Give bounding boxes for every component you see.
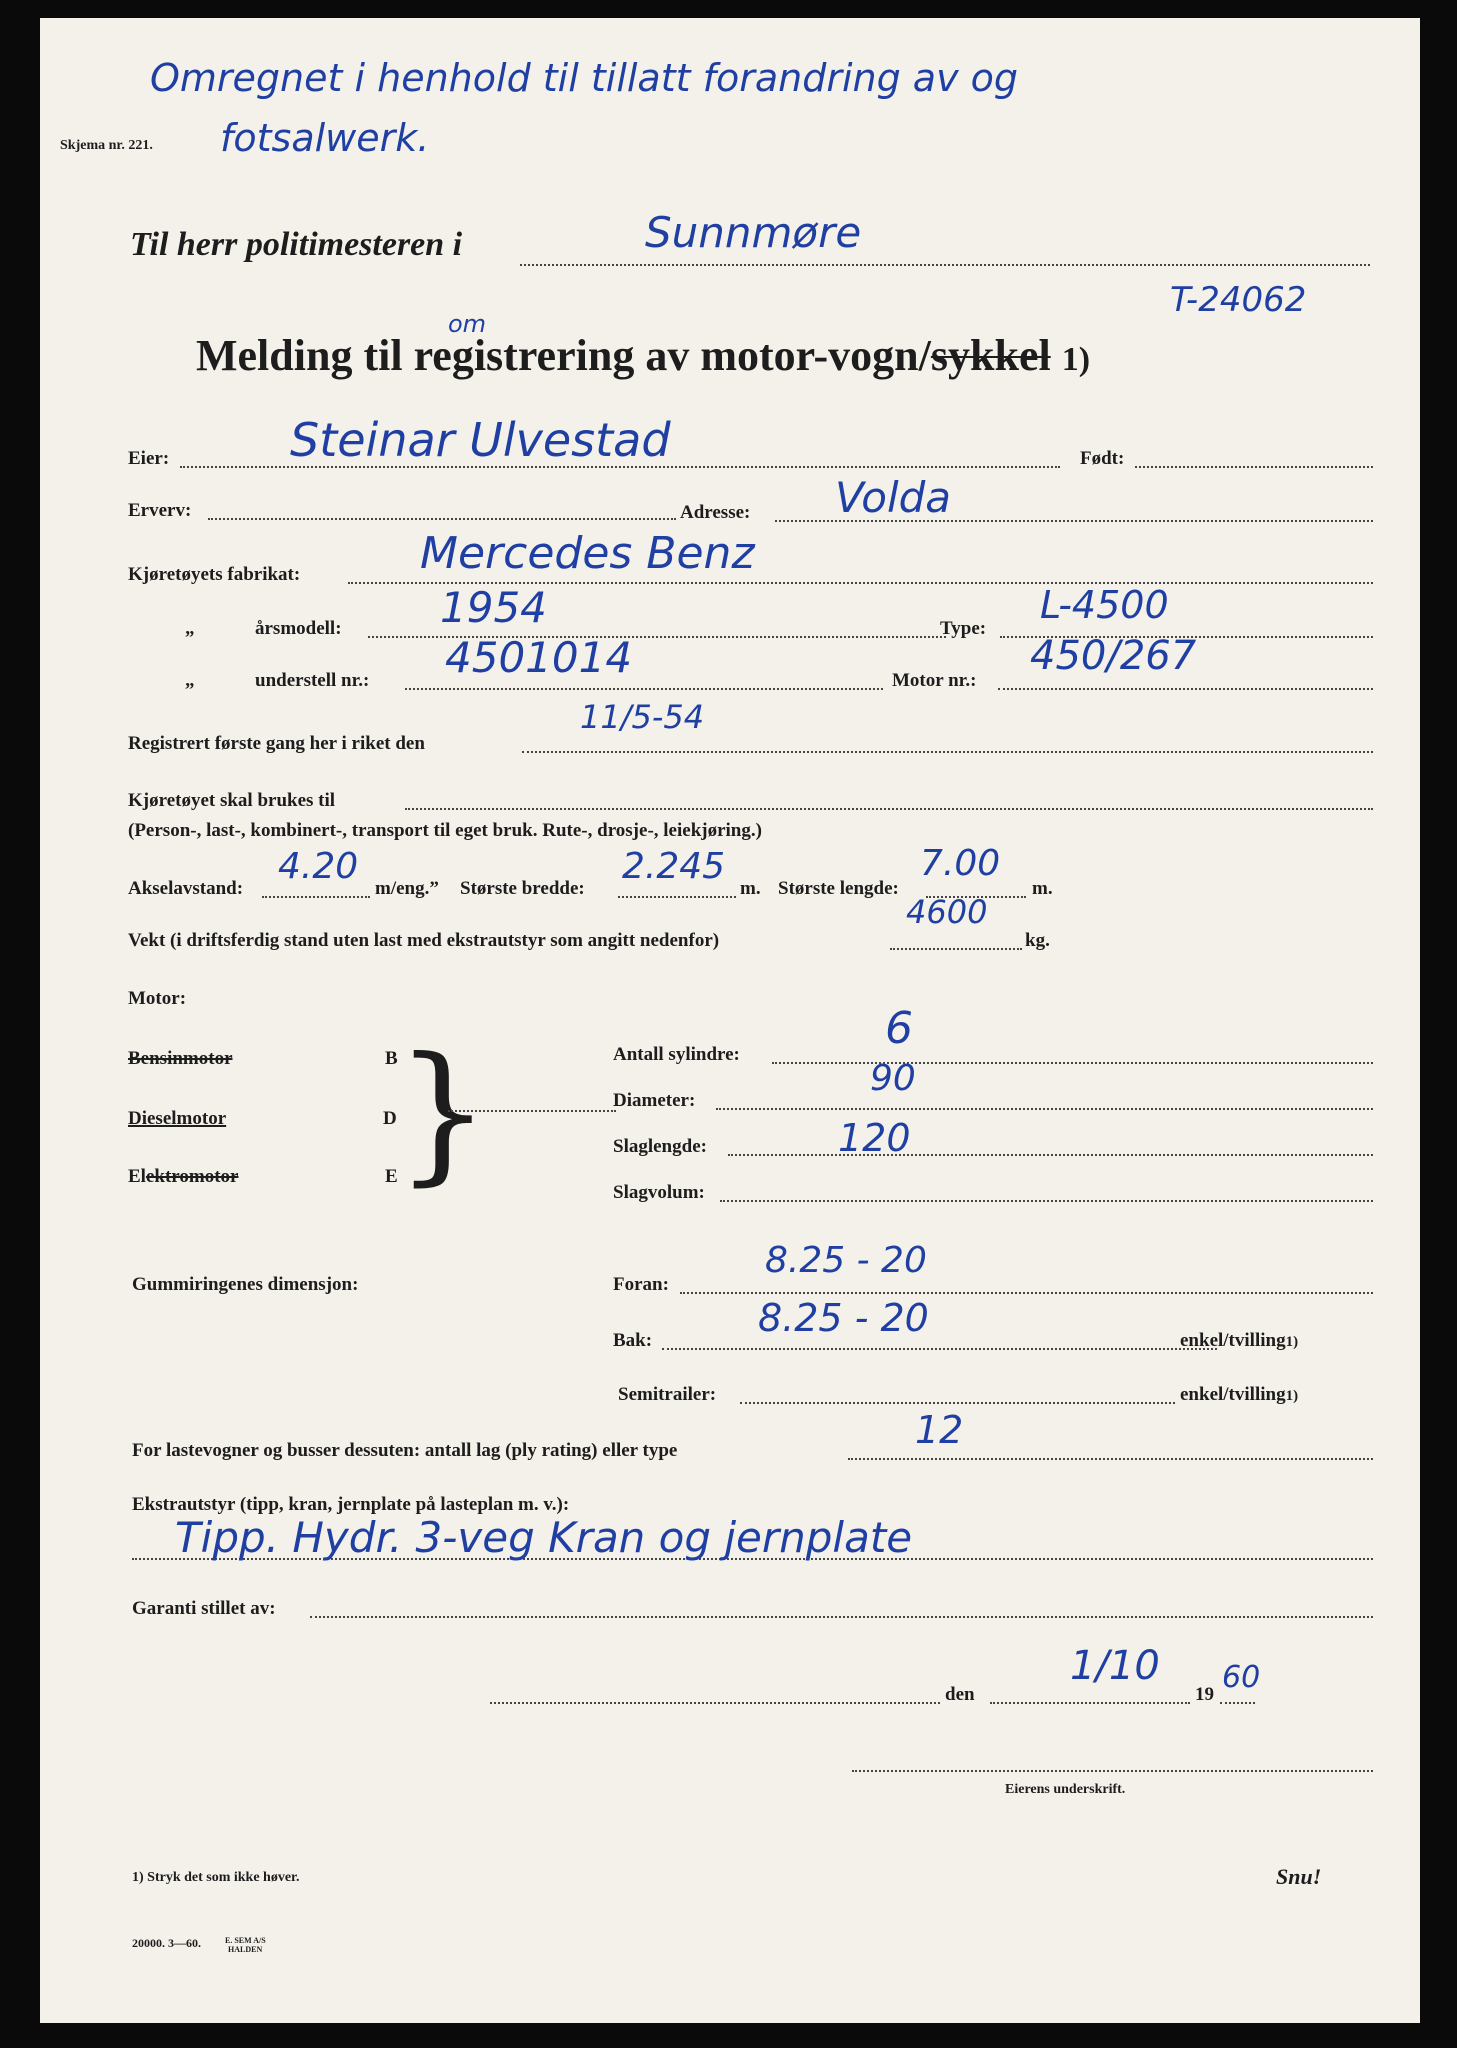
ply-line [848, 1458, 1373, 1460]
semitrailer-line [740, 1402, 1175, 1404]
ditto-1: „ [185, 618, 195, 639]
year-label: årsmodell: [255, 618, 342, 639]
wheelbase-line [262, 896, 370, 898]
bore-label: Diameter: [613, 1090, 696, 1111]
year-suffix: 60 [1222, 1660, 1261, 1695]
make-label: Kjøretøyets fabrikat: [128, 564, 301, 585]
cylinders-label: Antall sylindre: [613, 1044, 740, 1065]
chassis-line [405, 688, 883, 690]
printer-line1: E. SEM A/S [225, 1936, 266, 1945]
extras-value: Tipp. Hydr. 3-veg Kran og jernplate [175, 1513, 913, 1562]
schema-number: Skjema nr. 221. [60, 138, 153, 153]
top-note-line1: Omregnet i henhold til tillatt forandring av og [150, 56, 1019, 100]
stroke-value: 120 [838, 1116, 911, 1160]
engine-no-label: Motor nr.: [892, 670, 977, 691]
chassis-value: 4501014 [445, 633, 633, 682]
type-label: Type: [940, 618, 987, 639]
electric-struck-part: ektromotor [145, 1166, 239, 1187]
printer-line2: HALDEN [228, 1945, 263, 1954]
cylinders-value: 6 [885, 1003, 913, 1054]
occupation-label: Erverv: [128, 500, 192, 521]
turn-over: Snu! [1276, 1864, 1322, 1889]
type-value: L-4500 [1040, 583, 1169, 627]
make-value: Mercedes Benz [420, 528, 755, 579]
place-line [490, 1702, 940, 1704]
address-label: Adresse: [680, 502, 751, 523]
front-line [680, 1292, 1373, 1294]
length-unit: m. [1032, 878, 1053, 899]
top-note-line2: fotsalwerk. [220, 116, 430, 160]
length-label: Største lengde: [778, 878, 899, 899]
displacement-line [720, 1200, 1373, 1202]
semitrailer-label: Semitrailer: [618, 1384, 717, 1405]
wheelbase-unit: m/eng.” [375, 878, 439, 899]
stroke-label: Slaglengde: [613, 1136, 707, 1157]
ply-value: 12 [915, 1408, 964, 1452]
ply-label: For lastevogner og busser dessuten: antall lag (ply rating) eller type [132, 1440, 678, 1461]
rear-single-twin-text: enkel/tvilling [1180, 1330, 1286, 1351]
engine-no-value: 450/267 [1030, 633, 1197, 679]
weight-label: Vekt (i driftsferdig stand uten last med ekstrautstyr som angitt nedenfor) [128, 930, 720, 951]
chassis-label: understell nr.: [255, 670, 370, 691]
signature-label: Eierens underskrift. [1005, 1782, 1126, 1797]
semi-single-twin [1180, 1384, 1298, 1406]
guarantee-line [310, 1616, 1373, 1618]
wheelbase-value: 4.20 [278, 846, 359, 887]
ditto-2: „ [185, 670, 195, 691]
front-value: 8.25 - 20 [765, 1240, 927, 1281]
electric-code: E [385, 1166, 398, 1187]
date-line [990, 1702, 1190, 1704]
motor-brace: } [395, 1026, 491, 1200]
date-value: 1/10 [1070, 1643, 1160, 1689]
width-line [618, 896, 736, 898]
title-part2: registrering av motor-vogn/ [413, 331, 931, 380]
engine-no-line [998, 688, 1373, 690]
weight-value: 4600 [906, 893, 988, 931]
title-suffix: 1) [1061, 341, 1091, 378]
rear-value: 8.25 - 20 [758, 1296, 929, 1340]
extras-label: Ekstrautstyr (tipp, kran, jernplate på lasteplan m. v.): [132, 1494, 570, 1515]
weight-unit: kg. [1025, 930, 1050, 951]
title-struck: sykkel [930, 331, 1051, 380]
motor-label: Motor: [128, 988, 187, 1009]
address-value: Volda [835, 473, 952, 522]
first-reg-label: Registrert første gang her i riket den [128, 733, 425, 754]
tyres-label: Gummiringenes dimensjon: [132, 1274, 359, 1295]
front-label: Foran: [613, 1274, 669, 1295]
petrol-label: Bensinmotor [128, 1048, 233, 1069]
signature-line [852, 1770, 1373, 1772]
rear-single-twin-note: 1) [1285, 1334, 1299, 1350]
rear-label: Bak: [613, 1330, 653, 1351]
rear-line [662, 1348, 1217, 1350]
first-reg-line [522, 751, 1373, 753]
wheelbase-label: Akselavstand: [128, 878, 244, 899]
title-part1: Melding til [196, 331, 403, 380]
weight-line [890, 948, 1022, 950]
year-value: 1954 [440, 583, 547, 632]
form-sheet [40, 18, 1420, 2023]
footnote: 1) Stryk det som ikke høver. [132, 1870, 300, 1885]
cylinders-line [772, 1062, 1373, 1064]
electric-label: Elektromotor [128, 1166, 239, 1187]
born-line [1135, 466, 1373, 468]
width-label: Største bredde: [460, 878, 585, 899]
length-value: 7.00 [920, 843, 1001, 884]
owner-label: Eier: [128, 448, 170, 469]
use-line [405, 808, 1373, 810]
use-hint: (Person-, last-, kombinert-, transport til eget bruk. Rute-, drosje-, leiekjøring.) [128, 820, 762, 841]
width-unit: m. [740, 878, 761, 899]
guarantee-label: Garanti stillet av: [132, 1598, 276, 1619]
print-code: 20000. 3—60. [132, 1936, 201, 1950]
first-reg-value: 11/5-54 [580, 698, 705, 736]
semi-single-twin-text: enkel/tvilling [1180, 1384, 1286, 1405]
addressee-label: Til herr politimesteren i [130, 226, 463, 263]
addressee-value: Sunnmøre [645, 208, 862, 257]
petrol-code: B [385, 1048, 398, 1069]
motor-select-line [448, 1110, 616, 1112]
addressee-line [520, 264, 1370, 266]
use-label: Kjøretøyet skal brukes til [128, 790, 336, 811]
diesel-label: Dieselmotor [128, 1108, 227, 1129]
width-value: 2.245 [622, 846, 726, 887]
stroke-line [728, 1154, 1373, 1156]
rear-single-twin [1180, 1330, 1298, 1352]
bore-value: 90 [870, 1058, 916, 1099]
title-insert: om [448, 310, 487, 338]
displacement-label: Slagvolum: [613, 1182, 705, 1203]
occupation-line [208, 518, 676, 520]
owner-value: Steinar Ulvestad [290, 413, 671, 467]
semi-single-twin-note: 1) [1285, 1388, 1299, 1404]
born-label: Født: [1080, 448, 1125, 469]
diesel-code: D [383, 1108, 397, 1129]
year-prefix: 19 [1195, 1684, 1214, 1705]
year-suffix-line [1220, 1702, 1255, 1704]
reg-number: T-24062 [1170, 280, 1307, 320]
date-prefix: den [945, 1684, 975, 1705]
form-title [196, 330, 1090, 381]
bore-line [716, 1108, 1373, 1110]
